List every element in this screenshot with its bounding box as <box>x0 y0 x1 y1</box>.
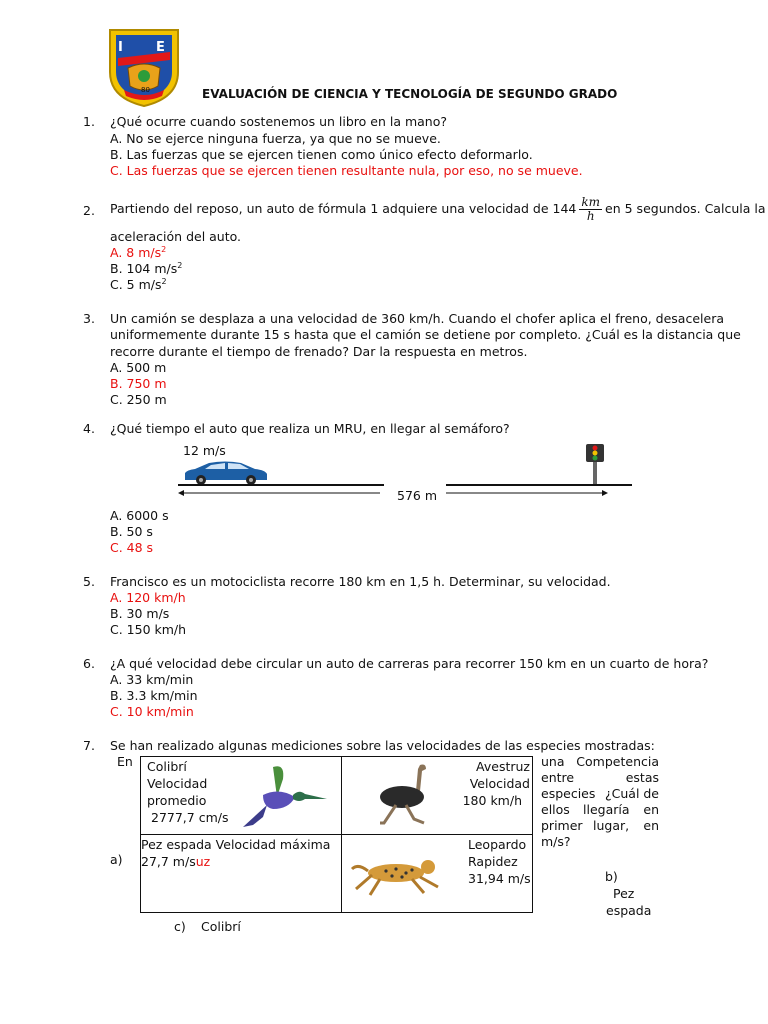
leopardo-speed: 31,94 m/s <box>468 871 531 886</box>
q2-question-end: en 5 segundos. Calcula la <box>605 201 766 216</box>
logo-letter-i: I <box>118 40 123 55</box>
cell-colibri <box>141 757 342 835</box>
side-word-de: de <box>643 786 659 801</box>
logo-year: 80 <box>141 86 150 94</box>
q6-option-c: C. 10 km/min <box>110 704 194 719</box>
avestruz-name: Avestruz <box>476 759 530 774</box>
q3-line-2: uniformemente durante 15 s hasta que el camión se detiene por completo. ¿Cuál es la distancia que <box>110 327 741 342</box>
q1-option-c: C. Las fuerzas que se ejercen tienen resultante nula, por eso, no se mueve. <box>110 163 583 178</box>
q2-fraction-denominator: h <box>586 209 595 223</box>
pez-speed-annotation: uz <box>195 854 211 869</box>
answer-c-text: Colibrí <box>201 919 241 934</box>
q6-question: ¿A qué velocidad debe circular un auto de carreras para recorrer 150 km en un cuarto de hora? <box>110 656 709 671</box>
answer-b-label: b) <box>605 869 618 884</box>
side-word-lugar: lugar, <box>593 818 630 833</box>
q2-option-c <box>110 277 167 292</box>
road-left-segment <box>178 484 384 486</box>
side-word-ellos: ellos <box>541 802 570 817</box>
q2-fraction-numerator: km <box>581 195 601 209</box>
side-word-en-2: en <box>643 818 659 833</box>
q2-option-c-text: C. 5 m/s <box>110 277 162 292</box>
side-word-entre: entre <box>541 770 575 785</box>
q4-number: 4. <box>83 421 95 436</box>
q2-option-b-text: B. 104 m/s <box>110 261 178 276</box>
q4-option-c: C. 48 s <box>110 540 154 555</box>
q7-en: En <box>117 754 133 769</box>
q1-option-b: B. Las fuerzas que se ejercen tienen como único efecto deformarlo. <box>110 147 533 162</box>
car-icon <box>181 460 269 486</box>
q2-number: 2. <box>83 203 95 218</box>
answer-b-text-2: espada <box>606 903 652 918</box>
avestruz-speed: 180 km/h <box>462 793 522 808</box>
q3-option-a: A. 500 m <box>110 360 167 375</box>
q1-question: ¿Qué ocurre cuando sostenemos un libro en la mano? <box>110 114 447 129</box>
q3-line-1: Un camión se desplaza a una velocidad de 360 km/h. Cuando el chofer aplica el freno, desacelera <box>110 311 724 326</box>
q2-option-c-exp: 2 <box>161 277 167 286</box>
side-word-primer: primer <box>541 818 583 833</box>
traffic-light-icon <box>580 442 610 484</box>
side-word-ms: m/s? <box>541 834 571 849</box>
q4-speed-label: 12 m/s <box>183 443 226 458</box>
q5-option-b: B. 30 m/s <box>110 606 170 621</box>
q7-side-line-4 <box>541 802 659 817</box>
q2-option-a-text: A. 8 m/s <box>110 245 162 260</box>
school-crest-logo <box>104 26 184 108</box>
side-word-llegaria: llegaría <box>583 802 630 817</box>
q6-number: 6. <box>83 656 95 671</box>
q6-option-a: A. 33 km/min <box>110 672 194 687</box>
cheetah-icon <box>350 849 444 899</box>
pez-speed-value: 27,7 m/s <box>141 854 196 869</box>
hummingbird-icon <box>233 761 331 831</box>
side-word-una: una <box>541 754 565 769</box>
q7-side-line-1 <box>541 754 659 769</box>
q4-question: ¿Qué tiempo el auto que realiza un MRU, en llegar al semáforo? <box>110 421 510 436</box>
q7-side-line-2 <box>541 770 659 785</box>
answer-c-label: c) <box>174 919 186 934</box>
q5-number: 5. <box>83 574 95 589</box>
q3-line-3: recorre durante el tiempo de frenado? Dar la respuesta en metros. <box>110 344 528 359</box>
q2-option-b <box>110 261 182 276</box>
q2-option-a <box>110 245 166 260</box>
side-word-especies: especies <box>541 786 596 801</box>
q5-question: Francisco es un motociclista recorre 180 km en 1,5 h. Determinar, su velocidad. <box>110 574 611 589</box>
colibri-name: Colibrí <box>147 759 187 774</box>
q5-option-c: C. 150 km/h <box>110 622 187 637</box>
q2-option-a-exp: 2 <box>161 245 167 254</box>
q7-side-line-5 <box>541 818 659 833</box>
q2-question <box>110 194 765 224</box>
q2-question-cont: aceleración del auto. <box>110 229 242 244</box>
colibri-label-2: promedio <box>147 793 207 808</box>
side-word-en: en <box>643 802 659 817</box>
q5-option-a: A. 120 km/h <box>110 590 186 605</box>
side-word-competencia: Competencia <box>576 754 659 769</box>
distance-arrow <box>178 487 608 499</box>
leopardo-label: Rapidez <box>468 854 518 869</box>
answer-b-text-1: Pez <box>613 886 635 901</box>
q3-option-b: B. 750 m <box>110 376 167 391</box>
leopardo-name: Leopardo <box>468 837 527 852</box>
q1-option-a: A. No se ejerce ninguna fuerza, ya que no se mueve. <box>110 131 441 146</box>
pez-label: Pez espada Velocidad máxima <box>141 837 331 852</box>
page-title: EVALUACIÓN DE CIENCIA Y TECNOLOGÍA DE SEGUNDO GRADO <box>202 87 618 101</box>
pez-speed <box>141 854 210 869</box>
cell-avestruz <box>342 757 533 835</box>
q2-question-start: Partiendo del reposo, un auto de fórmula 1 adquiere una velocidad de 144 <box>110 201 577 216</box>
q4-option-a: A. 6000 s <box>110 508 169 523</box>
avestruz-label: Velocidad <box>469 776 530 791</box>
q4-distance-label: 576 m <box>397 488 438 503</box>
logo-letter-e: E <box>156 40 165 55</box>
q7-side-line-3 <box>541 786 659 801</box>
side-word-estas: estas <box>625 770 659 785</box>
q3-number: 3. <box>83 311 95 326</box>
species-table <box>140 756 533 913</box>
colibri-label-1: Velocidad <box>147 776 208 791</box>
side-word-cual: ¿Cuál <box>605 786 640 801</box>
q2-option-b-exp: 2 <box>177 261 183 270</box>
q7-number: 7. <box>83 738 95 753</box>
q7-question: Se han realizado algunas mediciones sobre las velocidades de las especies mostradas: <box>110 738 655 753</box>
road-right-segment <box>446 484 632 486</box>
q1-number: 1. <box>83 114 95 129</box>
q3-option-c: C. 250 m <box>110 392 167 407</box>
cell-pez-espada <box>141 835 342 913</box>
q6-option-b: B. 3.3 km/min <box>110 688 198 703</box>
ostrich-icon <box>362 761 442 831</box>
answer-a-label: a) <box>110 852 123 867</box>
q2-fraction <box>579 196 602 223</box>
colibri-speed: 2777,7 cm/s <box>151 810 229 825</box>
cell-leopardo <box>342 835 533 913</box>
q4-option-b: B. 50 s <box>110 524 153 539</box>
